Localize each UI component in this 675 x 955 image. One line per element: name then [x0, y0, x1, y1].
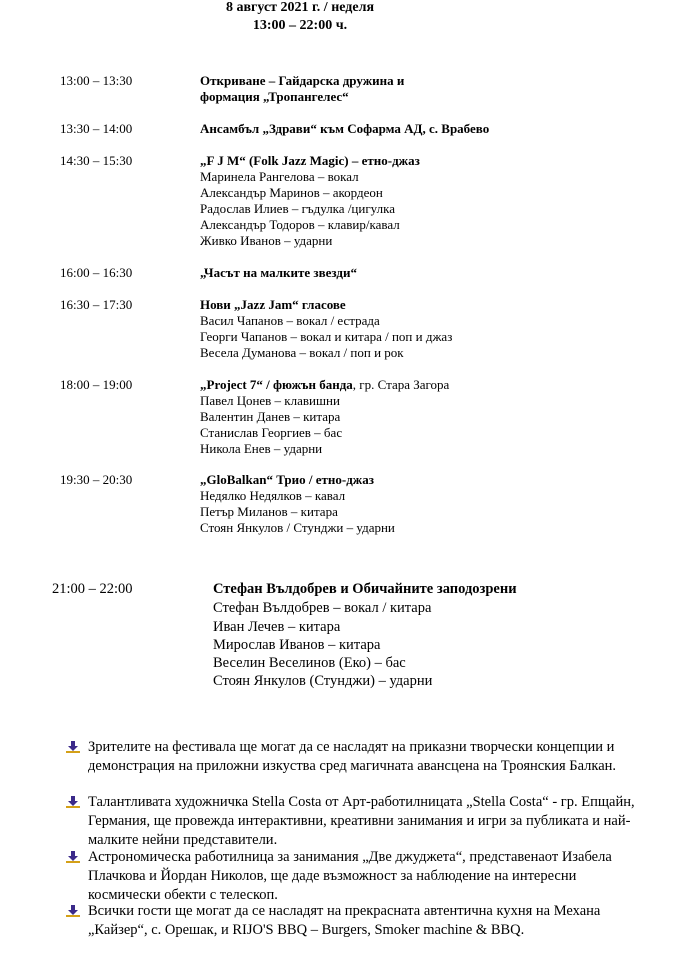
performer: Валентин Данев – китара — [200, 409, 341, 424]
slot-time: 13:30 – 14:00 — [60, 121, 133, 136]
arrow-down-bullet-icon — [66, 796, 80, 808]
slot-title: Нови „Jazz Jam“ гласове — [200, 297, 346, 312]
slot-title: Стефан Вълдобрев и Обичайните заподозрени — [213, 581, 517, 597]
note-text: Всички гости ще могат да се насладят на прекрасната автентична кухня на Механа „Кайзер“, с. Орешак, и RIJO'S BBQ – Burgers, Smoker machine & BBQ. — [88, 903, 601, 938]
slot-title: „Часът на малките звезди“ — [200, 265, 357, 280]
note-text: Астрономическа работилница за занимания „Две джуджета“, представенаот Изабела Плачкова и Йордан Николов, ще даде възможност за наблюдение на интересни космически обекти с телескоп. — [88, 849, 612, 903]
slot-title-row — [200, 377, 449, 393]
arrow-down-bullet-icon — [66, 851, 80, 863]
performer: Весела Думанова – вокал / поп и рок — [200, 345, 404, 360]
performer: Павел Цонев – клавишни — [200, 393, 340, 408]
performer: Александър Тодоров – клавир/кавал — [200, 217, 400, 232]
performer: Веселин Веселинов (Еко) – бас — [213, 655, 406, 671]
performer: Георги Чапанов – вокал и китара / поп и джаз — [200, 329, 453, 344]
slot-title: „F J M“ (Folk Jazz Magic) – етно-джаз — [200, 153, 420, 168]
slot-title: Ансамбъл „Здрави“ към Софарма АД, с. Врабево — [200, 121, 490, 136]
slot-title-suffix: , гр. Стара Загора — [352, 377, 450, 392]
performer: Станислав Георгиев – бас — [200, 425, 343, 440]
slot-time: 19:30 – 20:30 — [60, 472, 133, 487]
performer: Васил Чапанов – вокал / естрада — [200, 313, 380, 328]
event-date: 8 август 2021 г. / неделя — [225, 0, 375, 15]
slot-title: Откриване – Гайдарска дружина и — [200, 73, 405, 88]
performer: Радослав Илиев – гъдулка /цигулка — [200, 201, 395, 216]
slot-title-cont: формация „Тропангелес“ — [200, 89, 349, 104]
performer: Недялко Недялков – кавал — [200, 488, 346, 503]
slot-title: „Project 7“ / фюжън банда — [200, 377, 353, 392]
arrow-down-bullet-icon — [66, 741, 80, 753]
performer: Стоян Янкулов / Стунджи – ударни — [200, 520, 395, 535]
note-text: Зрителите на фестивала ще могат да се насладят на приказни творчески концепции и демонстрация на приложни изкуства сред магичната авансцена на Троянския Балкан. — [88, 739, 617, 774]
performer: Иван Лечев – китара — [213, 619, 341, 635]
performer: Стоян Янкулов (Стунджи) – ударни — [213, 673, 433, 689]
slot-time: 21:00 – 22:00 — [52, 581, 133, 597]
slot-time: 18:00 – 19:00 — [60, 377, 133, 392]
slot-time: 14:30 – 15:30 — [60, 153, 133, 168]
slot-time: 16:00 – 16:30 — [60, 265, 133, 280]
performer: Стефан Вълдобрев – вокал / китара — [213, 600, 432, 616]
slot-time: 16:30 – 17:30 — [60, 297, 133, 312]
note-text: Талантливата художничка Stella Costa от Арт-работилницата „Stella Costa“ - гр. Епщайн, Германия, ще провежда интерактивни, креативни занимания и игри за публиката и най-малките нейни представители. — [88, 794, 635, 848]
performer: Мирослав Иванов – китара — [213, 637, 381, 653]
performer: Петър Миланов – китара — [200, 504, 338, 519]
arrow-down-bullet-icon — [66, 905, 80, 917]
slot-title: „GloBalkan“ Трио / етно-джаз — [200, 472, 374, 487]
event-hours: 13:00 – 22:00 ч. — [252, 18, 348, 33]
performer: Никола Енев – ударни — [200, 441, 323, 456]
performer: Живко Иванов – ударни — [200, 233, 333, 248]
performer: Александър Маринов – акордеон — [200, 185, 383, 200]
performer: Маринела Рангелова – вокал — [200, 169, 359, 184]
slot-time: 13:00 – 13:30 — [60, 73, 133, 88]
